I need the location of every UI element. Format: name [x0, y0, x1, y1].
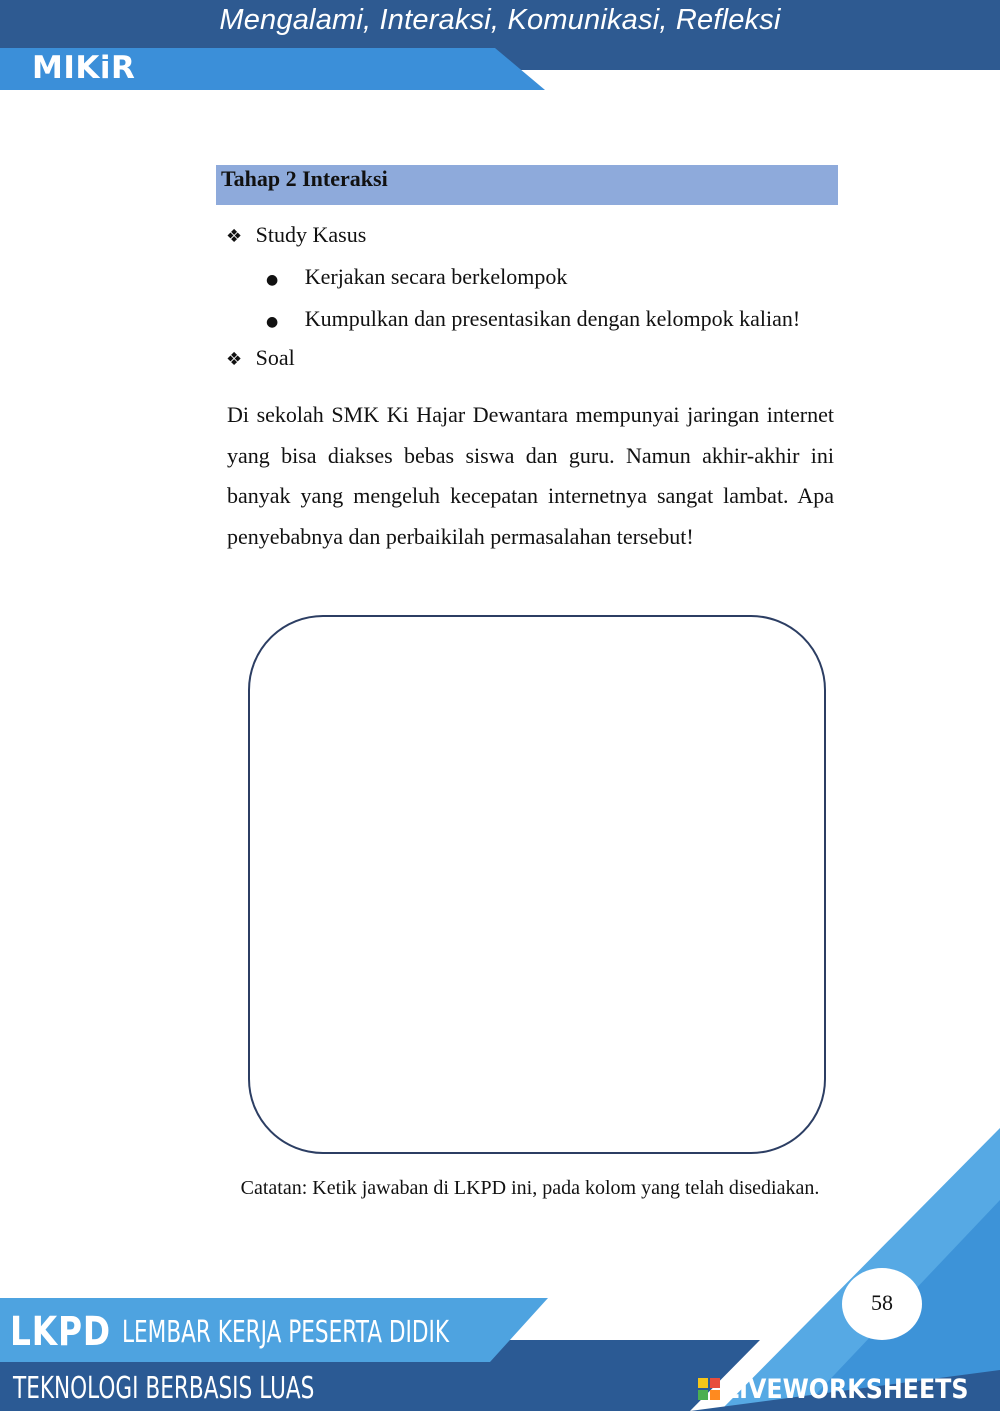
watermark-text: LIVEWORKSHEETS [724, 1374, 969, 1405]
list-item-text: Study Kasus [255, 222, 367, 247]
section-heading: Tahap 2 Interaksi [216, 165, 838, 205]
list-item-text: Soal [255, 345, 295, 370]
footer-lkpd: LKPD [10, 1309, 111, 1355]
note-text: Catatan: Ketik jawaban di LKPD ini, pada kolom yang telah disediakan. [240, 1177, 820, 1199]
list-item-text: Kumpulkan dan presentasikan dengan kelompok kalian! [304, 306, 801, 331]
footer-title: TEKNOLOGI BERBASIS LUAS [13, 1371, 315, 1406]
bullet-icon: ● [266, 272, 279, 288]
header-title: Mengalami, Interaksi, Komunikasi, Refleksi [219, 4, 781, 36]
footer-subtitle: LEMBAR KERJA PESERTA DIDIK [122, 1315, 450, 1350]
diamond-bullet-icon: ❖ [226, 349, 243, 370]
diamond-bullet-icon: ❖ [226, 226, 243, 247]
liveworksheets-logo-icon [698, 1378, 720, 1400]
header-brand: MIKiR [32, 50, 136, 86]
list-item-text: Kerjakan secara berkelompok [304, 264, 568, 289]
page-number: 58 [871, 1290, 893, 1315]
problem-paragraph: Di sekolah SMK Ki Hajar Dewantara mempunyai jaringan internet yang bisa diakses bebas siswa dan guru. Namun akhir-akhir ini banyak yang mengeluh kecepatan internetnya sangat lambat. Apa penyebabnya dan perbaikilah permasalahan tersebut! [227, 402, 834, 549]
bullet-icon: ● [266, 314, 279, 330]
